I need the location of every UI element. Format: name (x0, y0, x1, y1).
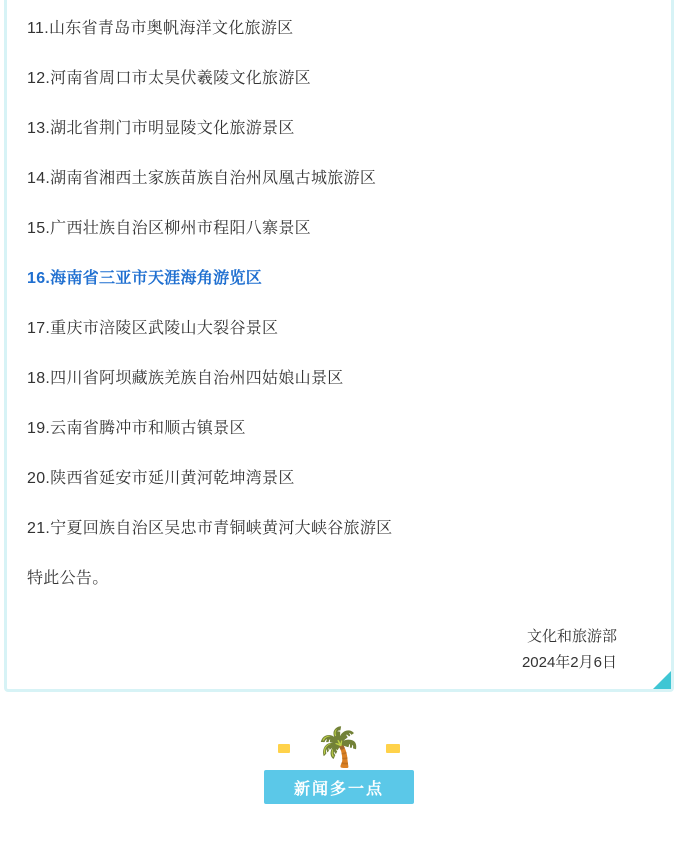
list-item: 12.河南省周口市太昊伏羲陵文化旅游区 (27, 70, 311, 87)
list-item: 14.湖南省湘西土家族苗族自治州凤凰古城旅游区 (27, 170, 377, 187)
list-item: 17.重庆市涪陵区武陵山大裂谷景区 (27, 320, 279, 337)
footer-decoration (0, 706, 678, 769)
list-item: 15.广西壮族自治区柳州市程阳八寨景区 (27, 220, 311, 237)
closing-statement: 特此公告。 (27, 570, 109, 587)
corner-fold-decoration (653, 671, 671, 689)
list-item: 18.四川省阿坝藏族羌族自治州四姑娘山景区 (27, 370, 344, 387)
list-item-highlighted: 16.海南省三亚市天涯海角游览区 (27, 270, 263, 287)
list-item: 11.山东省青岛市奥帆海洋文化旅游区 (27, 20, 294, 37)
tick-mark-right (386, 744, 400, 753)
list-item: 13.湖北省荆门市明显陵文化旅游景区 (27, 120, 295, 137)
list-item: 20.陕西省延安市延川黄河乾坤湾景区 (27, 470, 295, 487)
announcement-body (7, 0, 671, 686)
footer-section (0, 692, 678, 856)
list-item: 21.宁夏回族自治区吴忠市青铜峡黄河大峡谷旅游区 (27, 520, 393, 537)
palm-tree-icon: 🌴 (315, 727, 363, 769)
news-more-button[interactable]: 新闻多一点 (264, 770, 414, 804)
list-item: 19.云南省腾冲市和顺古镇景区 (27, 420, 246, 437)
signature-block (27, 624, 651, 676)
signature-organization: 文化和旅游部 (526, 628, 617, 645)
announcement-card (4, 0, 674, 692)
footer-button-container (0, 770, 678, 804)
tick-mark-left (278, 744, 290, 753)
footer-tick-marks (0, 744, 678, 753)
signature-date: 2024年2月6日 (521, 654, 617, 671)
